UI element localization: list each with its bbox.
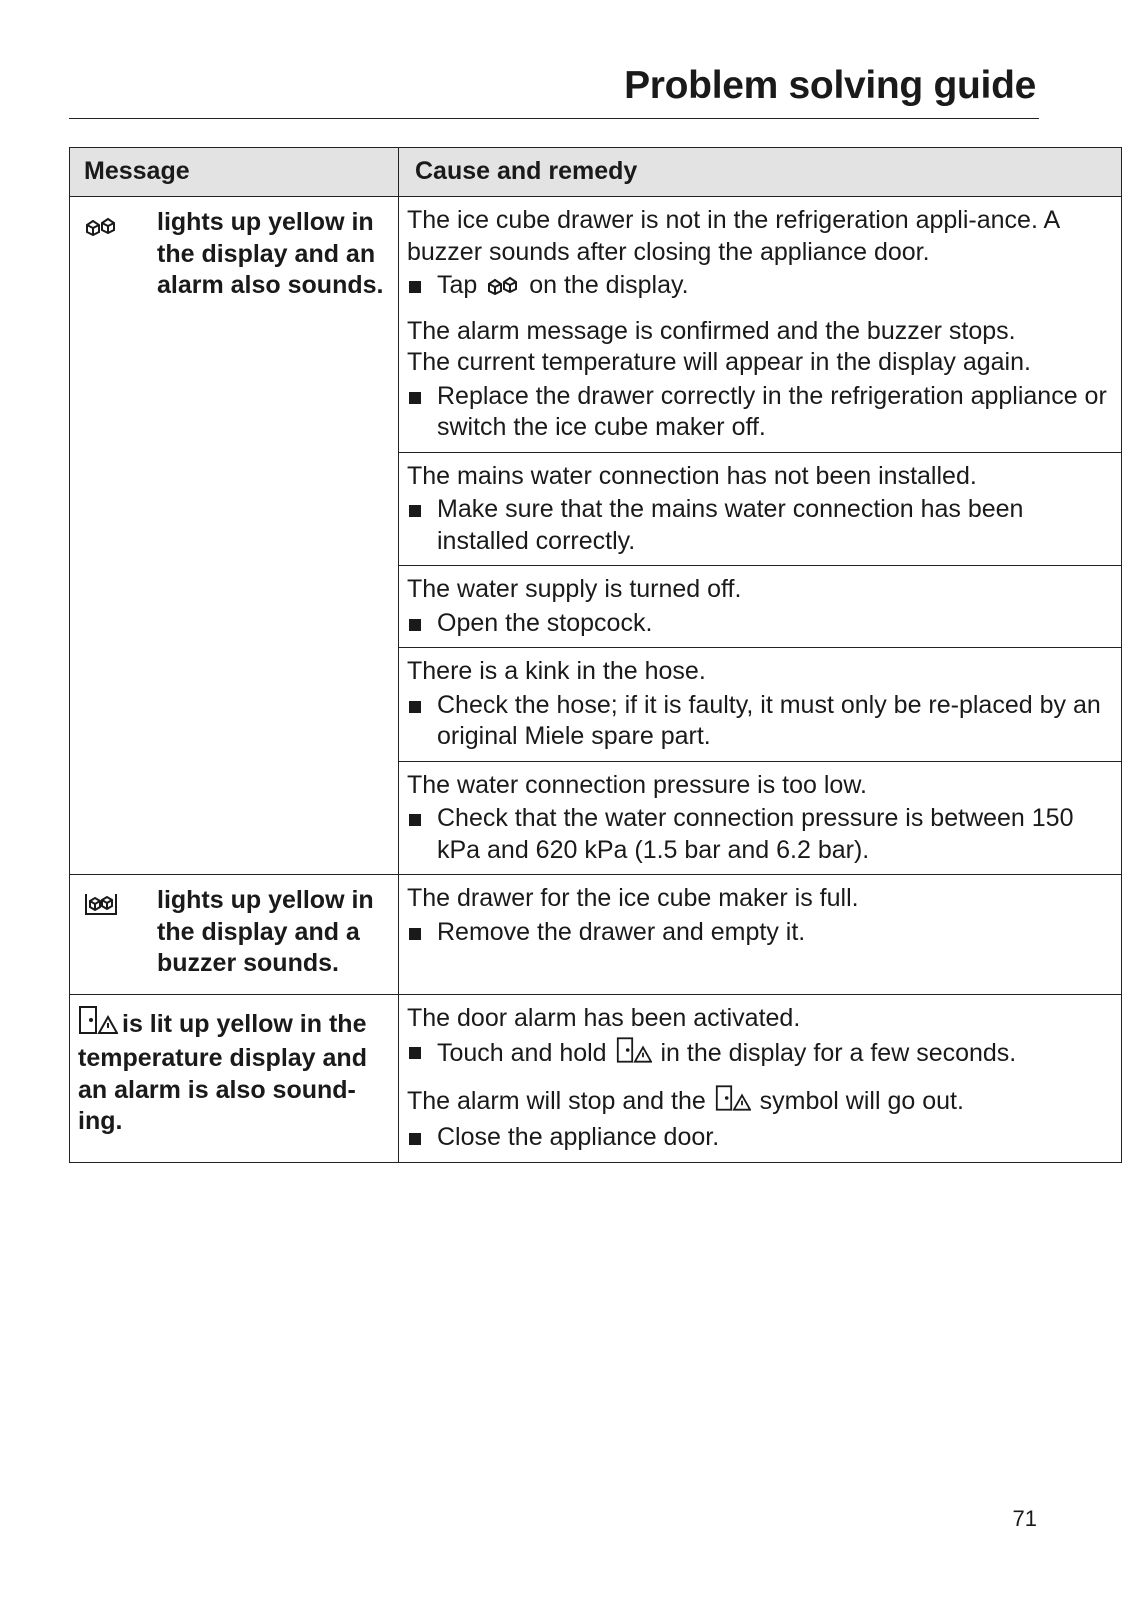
remedy-bullet: Open the stopcock. xyxy=(407,608,1113,640)
result-text: The current temperature will appear in the display again. xyxy=(407,348,1031,376)
table-row xyxy=(70,197,1122,453)
message-text: lights up yellow in the display and an alarm also sounds. xyxy=(157,208,384,299)
remedy-cell xyxy=(399,761,1122,875)
message-text: is lit up yellow in the temperature display and an alarm is also sound-ing. xyxy=(78,1009,367,1135)
ice-cube-icon xyxy=(486,273,520,305)
cause-text: The door alarm has been activated. xyxy=(407,1003,801,1032)
ice-cube-icon xyxy=(84,214,118,246)
bullet-text-pre: Touch and hold xyxy=(437,1039,607,1067)
bullet-text-post: in the display for a few seconds. xyxy=(660,1039,1017,1067)
bullet-text-pre: Tap xyxy=(437,271,478,299)
cause-text: The ice cube drawer is not in the refrigeration appli-ance. A buzzer sounds after closing the appliance door. xyxy=(407,206,1059,266)
message-cell xyxy=(70,994,399,1162)
cause-text: The drawer for the ice cube maker is full. xyxy=(407,884,859,912)
page-number: 71 xyxy=(1012,1506,1037,1531)
column-header-message: Message xyxy=(70,148,399,197)
message-cell xyxy=(70,875,399,995)
door-alarm-icon xyxy=(616,1036,652,1073)
remedy-bullet xyxy=(407,270,1113,305)
result-text: The alarm message is confirmed and the buzzer stops. xyxy=(407,316,1016,345)
ice-drawer-full-icon xyxy=(84,892,118,925)
result-text-post: symbol will go out. xyxy=(759,1086,964,1115)
remedy-bullet xyxy=(407,1036,1113,1073)
cause-text: There is a kink in the hose. xyxy=(407,657,706,685)
table-header-row xyxy=(70,148,1122,197)
door-alarm-icon xyxy=(78,1005,118,1044)
page-title: Problem solving guide xyxy=(624,64,1036,107)
result-text xyxy=(407,1084,1113,1121)
door-alarm-icon xyxy=(715,1084,751,1121)
remedy-bullet: Close the appliance door. xyxy=(407,1122,1113,1154)
message-text: lights up yellow in the display and a buzzer sounds. xyxy=(157,886,374,977)
cause-text: The mains water connection has not been installed. xyxy=(407,461,977,490)
remedy-cell xyxy=(399,648,1122,762)
remedy-bullet: Remove the drawer and empty it. xyxy=(407,917,1113,949)
remedy-bullet: Make sure that the mains water connection has been installed correctly. xyxy=(407,494,1113,557)
remedy-cell xyxy=(399,452,1122,566)
table-row xyxy=(70,994,1122,1162)
remedy-cell xyxy=(399,566,1122,648)
remedy-bullet: Replace the drawer correctly in the refrigeration appliance or switch the ice cube maker off. xyxy=(407,381,1113,444)
message-cell xyxy=(70,197,399,875)
result-text-pre: The alarm will stop and the xyxy=(407,1086,706,1115)
remedy-bullet: Check the hose; if it is faulty, it must only be re-placed by an original Miele spare part. xyxy=(407,690,1113,753)
column-header-cause: Cause and remedy xyxy=(399,148,1122,197)
bullet-text-post: on the display. xyxy=(529,271,689,299)
title-rule xyxy=(69,118,1039,119)
remedy-cell xyxy=(399,197,1122,453)
remedy-cell xyxy=(399,875,1122,995)
table-row xyxy=(70,875,1122,995)
remedy-cell xyxy=(399,994,1122,1162)
cause-text: The water supply is turned off. xyxy=(407,575,742,603)
remedy-bullet: Check that the water connection pressure is between 150 kPa and 620 kPa (1.5 bar and 6.2 bar). xyxy=(407,803,1113,866)
problem-table xyxy=(69,147,1122,1163)
cause-text: The water connection pressure is too low. xyxy=(407,770,867,799)
